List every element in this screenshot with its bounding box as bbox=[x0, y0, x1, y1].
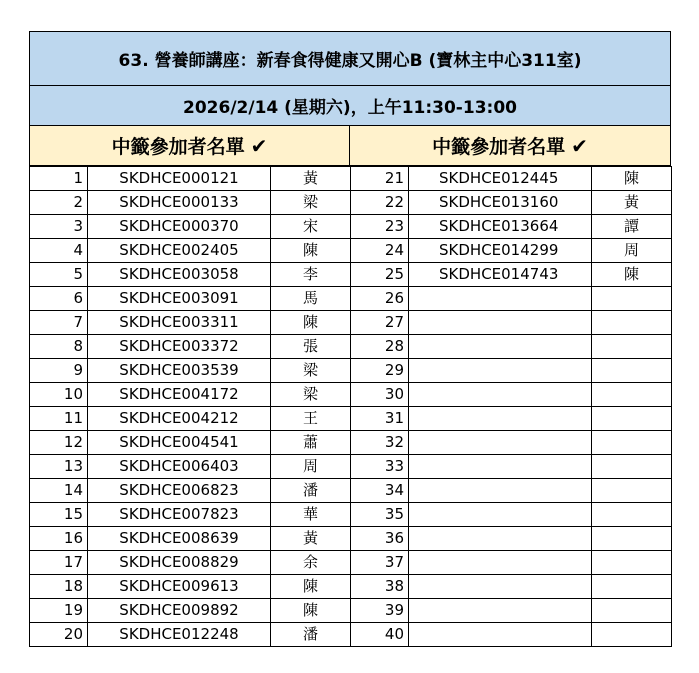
table-row bbox=[30, 455, 672, 479]
right-code-cell: SKDHCE013664 bbox=[409, 215, 592, 239]
right-name-cell bbox=[592, 431, 672, 455]
left-name-cell: 陳 bbox=[271, 599, 351, 623]
right-code-cell: SKDHCE014743 bbox=[409, 263, 592, 287]
right-code-cell bbox=[409, 575, 592, 599]
table-row bbox=[30, 479, 672, 503]
left-code-cell: SKDHCE003539 bbox=[88, 359, 271, 383]
list-header-right-text: 中籤參加者名單 bbox=[432, 136, 566, 158]
right-number-cell: 28 bbox=[351, 335, 409, 359]
left-number-cell: 17 bbox=[30, 551, 88, 575]
left-code-cell: SKDHCE004172 bbox=[88, 383, 271, 407]
left-code-cell: SKDHCE008829 bbox=[88, 551, 271, 575]
table-row bbox=[30, 503, 672, 527]
left-number-cell: 3 bbox=[30, 215, 88, 239]
right-code-cell bbox=[409, 527, 592, 551]
right-number-cell: 25 bbox=[351, 263, 409, 287]
table-row bbox=[30, 239, 672, 263]
right-number-cell: 40 bbox=[351, 623, 409, 647]
left-number-cell: 10 bbox=[30, 383, 88, 407]
right-name-cell bbox=[592, 359, 672, 383]
right-name-cell: 黃 bbox=[592, 191, 672, 215]
left-code-cell: SKDHCE012248 bbox=[88, 623, 271, 647]
left-code-cell: SKDHCE003058 bbox=[88, 263, 271, 287]
left-code-cell: SKDHCE000121 bbox=[88, 167, 271, 191]
event-datetime bbox=[29, 86, 671, 126]
right-name-cell bbox=[592, 527, 672, 551]
table-row bbox=[30, 623, 672, 647]
table-row bbox=[30, 359, 672, 383]
right-number-cell: 21 bbox=[351, 167, 409, 191]
left-name-cell: 蕭 bbox=[271, 431, 351, 455]
right-number-cell: 37 bbox=[351, 551, 409, 575]
left-code-cell: SKDHCE009892 bbox=[88, 599, 271, 623]
left-name-cell: 梁 bbox=[271, 383, 351, 407]
left-code-cell: SKDHCE004541 bbox=[88, 431, 271, 455]
left-number-cell: 19 bbox=[30, 599, 88, 623]
left-number-cell: 13 bbox=[30, 455, 88, 479]
left-number-cell: 9 bbox=[30, 359, 88, 383]
right-code-cell bbox=[409, 335, 592, 359]
left-code-cell: SKDHCE009613 bbox=[88, 575, 271, 599]
left-name-cell: 梁 bbox=[271, 359, 351, 383]
left-name-cell: 張 bbox=[271, 335, 351, 359]
right-number-cell: 32 bbox=[351, 431, 409, 455]
table-row bbox=[30, 599, 672, 623]
right-number-cell: 36 bbox=[351, 527, 409, 551]
left-number-cell: 11 bbox=[30, 407, 88, 431]
right-code-cell bbox=[409, 479, 592, 503]
left-number-cell: 14 bbox=[30, 479, 88, 503]
left-name-cell: 陳 bbox=[271, 239, 351, 263]
right-number-cell: 35 bbox=[351, 503, 409, 527]
results-sheet bbox=[29, 31, 671, 647]
right-code-cell bbox=[409, 359, 592, 383]
list-header-left-text: 中籤參加者名單 bbox=[111, 136, 245, 158]
left-code-cell: SKDHCE003311 bbox=[88, 311, 271, 335]
check-icon: ✔ bbox=[250, 133, 268, 158]
right-name-cell: 陳 bbox=[592, 263, 672, 287]
right-number-cell: 29 bbox=[351, 359, 409, 383]
right-code-cell: SKDHCE013160 bbox=[409, 191, 592, 215]
left-name-cell: 黃 bbox=[271, 167, 351, 191]
left-code-cell: SKDHCE008639 bbox=[88, 527, 271, 551]
winners-table bbox=[29, 166, 672, 647]
right-name-cell bbox=[592, 623, 672, 647]
right-number-cell: 33 bbox=[351, 455, 409, 479]
left-number-cell: 4 bbox=[30, 239, 88, 263]
table-row bbox=[30, 287, 672, 311]
right-code-cell bbox=[409, 503, 592, 527]
left-name-cell: 黃 bbox=[271, 527, 351, 551]
table-row bbox=[30, 263, 672, 287]
left-code-cell: SKDHCE004212 bbox=[88, 407, 271, 431]
right-name-cell bbox=[592, 575, 672, 599]
left-name-cell: 馬 bbox=[271, 287, 351, 311]
table-row bbox=[30, 575, 672, 599]
event-title bbox=[29, 31, 671, 86]
table-row bbox=[30, 431, 672, 455]
right-name-cell: 陳 bbox=[592, 167, 672, 191]
left-code-cell: SKDHCE002405 bbox=[88, 239, 271, 263]
right-name-cell bbox=[592, 311, 672, 335]
left-code-cell: SKDHCE003091 bbox=[88, 287, 271, 311]
right-name-cell bbox=[592, 551, 672, 575]
right-code-cell: SKDHCE014299 bbox=[409, 239, 592, 263]
table-row bbox=[30, 191, 672, 215]
table-row bbox=[30, 167, 672, 191]
right-number-cell: 24 bbox=[351, 239, 409, 263]
left-code-cell: SKDHCE006403 bbox=[88, 455, 271, 479]
left-number-cell: 12 bbox=[30, 431, 88, 455]
left-number-cell: 8 bbox=[30, 335, 88, 359]
right-code-cell bbox=[409, 623, 592, 647]
right-number-cell: 39 bbox=[351, 599, 409, 623]
right-number-cell: 31 bbox=[351, 407, 409, 431]
right-code-cell bbox=[409, 599, 592, 623]
table-row bbox=[30, 215, 672, 239]
table-row bbox=[30, 551, 672, 575]
left-name-cell: 華 bbox=[271, 503, 351, 527]
left-code-cell: SKDHCE007823 bbox=[88, 503, 271, 527]
right-name-cell bbox=[592, 599, 672, 623]
right-name-cell bbox=[592, 287, 672, 311]
right-code-cell bbox=[409, 311, 592, 335]
right-number-cell: 23 bbox=[351, 215, 409, 239]
right-code-cell bbox=[409, 431, 592, 455]
table-row bbox=[30, 407, 672, 431]
right-name-cell: 譚 bbox=[592, 215, 672, 239]
left-name-cell: 潘 bbox=[271, 623, 351, 647]
left-number-cell: 2 bbox=[30, 191, 88, 215]
right-name-cell bbox=[592, 479, 672, 503]
right-code-cell bbox=[409, 455, 592, 479]
right-code-cell bbox=[409, 383, 592, 407]
right-number-cell: 22 bbox=[351, 191, 409, 215]
right-number-cell: 26 bbox=[351, 287, 409, 311]
right-number-cell: 38 bbox=[351, 575, 409, 599]
left-number-cell: 1 bbox=[30, 167, 88, 191]
left-number-cell: 16 bbox=[30, 527, 88, 551]
right-code-cell: SKDHCE012445 bbox=[409, 167, 592, 191]
right-code-cell bbox=[409, 287, 592, 311]
right-code-cell bbox=[409, 551, 592, 575]
table-row bbox=[30, 335, 672, 359]
right-name-cell bbox=[592, 335, 672, 359]
right-name-cell bbox=[592, 383, 672, 407]
list-header-right bbox=[350, 126, 671, 166]
table-row bbox=[30, 311, 672, 335]
list-header-row bbox=[29, 126, 671, 166]
left-name-cell: 梁 bbox=[271, 191, 351, 215]
left-number-cell: 15 bbox=[30, 503, 88, 527]
left-name-cell: 王 bbox=[271, 407, 351, 431]
left-code-cell: SKDHCE006823 bbox=[88, 479, 271, 503]
winners-table-body bbox=[30, 167, 672, 647]
check-icon: ✔ bbox=[571, 133, 588, 158]
right-name-cell bbox=[592, 503, 672, 527]
list-header-left bbox=[29, 126, 350, 166]
right-name-cell bbox=[592, 407, 672, 431]
right-name-cell bbox=[592, 455, 672, 479]
event-title-text: 63. 營養師講座：新春食得健康又開心B (寶林主中心311室) bbox=[118, 51, 582, 71]
right-number-cell: 30 bbox=[351, 383, 409, 407]
table-row bbox=[30, 527, 672, 551]
left-number-cell: 7 bbox=[30, 311, 88, 335]
left-name-cell: 李 bbox=[271, 263, 351, 287]
left-code-cell: SKDHCE003372 bbox=[88, 335, 271, 359]
left-name-cell: 陳 bbox=[271, 311, 351, 335]
right-code-cell bbox=[409, 407, 592, 431]
left-number-cell: 6 bbox=[30, 287, 88, 311]
left-name-cell: 宋 bbox=[271, 215, 351, 239]
left-number-cell: 18 bbox=[30, 575, 88, 599]
event-datetime-text: 2026/2/14 (星期六)，上午11:30-13:00 bbox=[183, 98, 517, 118]
left-number-cell: 20 bbox=[30, 623, 88, 647]
right-name-cell: 周 bbox=[592, 239, 672, 263]
left-name-cell: 潘 bbox=[271, 479, 351, 503]
right-number-cell: 34 bbox=[351, 479, 409, 503]
left-code-cell: SKDHCE000370 bbox=[88, 215, 271, 239]
left-name-cell: 余 bbox=[271, 551, 351, 575]
left-number-cell: 5 bbox=[30, 263, 88, 287]
right-number-cell: 27 bbox=[351, 311, 409, 335]
left-code-cell: SKDHCE000133 bbox=[88, 191, 271, 215]
table-row bbox=[30, 383, 672, 407]
left-name-cell: 周 bbox=[271, 455, 351, 479]
left-name-cell: 陳 bbox=[271, 575, 351, 599]
